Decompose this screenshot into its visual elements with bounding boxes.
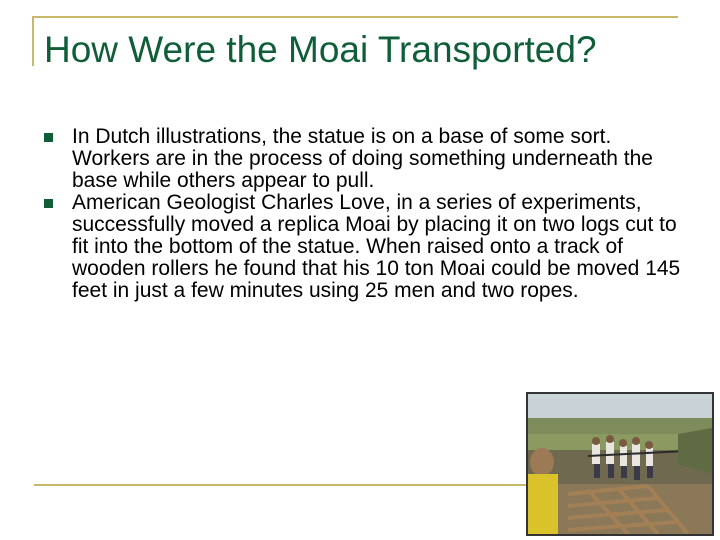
bottom-divider (34, 484, 528, 486)
bullet-item (44, 126, 684, 192)
left-divider (32, 16, 34, 66)
top-divider (32, 16, 678, 18)
square-bullet-icon (44, 199, 53, 208)
square-bullet-icon (44, 133, 53, 142)
slide-title: How Were the Moai Transported? (44, 29, 597, 70)
bullet-text: In Dutch illustrations, the statue is on a base of some sort. Workers are in the process of doing something underneath the base while others appear to pull. (72, 125, 653, 192)
bullet-item (44, 192, 684, 302)
moai-transport-photo (526, 392, 714, 536)
bullet-text: American Geologist Charles Love, in a series of experiments, successfully moved a replica Moai by placing it on two logs cut to fit into the bottom of the statue. When raised onto a track of wooden rollers he found that his 10 ton Moai could be moved 145 feet in just a few minutes using 25 men and two ropes. (72, 191, 681, 302)
bullet-list (44, 126, 684, 302)
moai-transport-photo-drawing (528, 394, 712, 534)
